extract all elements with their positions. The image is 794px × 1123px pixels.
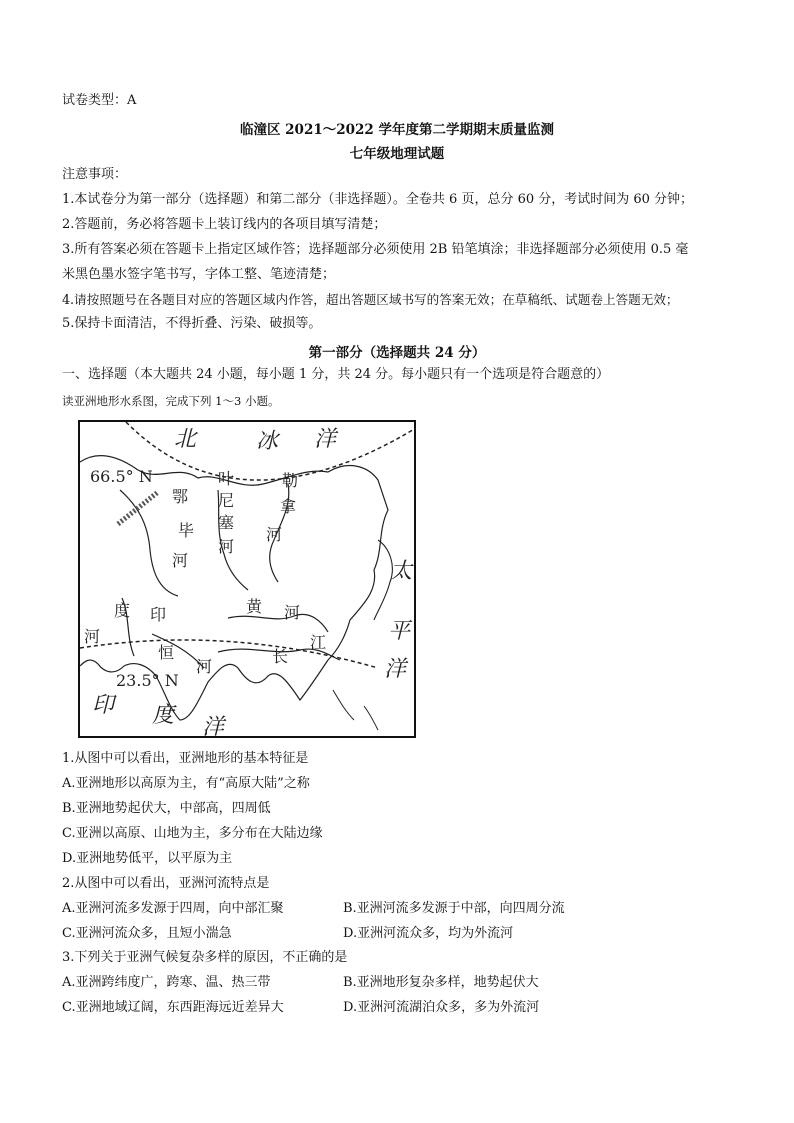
question-option: B.亚洲地形复杂多样，地势起伏大	[343, 975, 539, 990]
map-label-yangtze-river: 长	[272, 647, 289, 666]
question-stem: 2.从图中可以看出，亚洲河流特点是	[62, 876, 270, 891]
map-label-yellow-river: 河	[284, 603, 301, 622]
map-label-indus-river: 河	[84, 627, 101, 646]
question-option: D.亚洲河流湖泊众多，多为外流河	[343, 1000, 540, 1015]
map-label-latitude-23: 23.5° N	[116, 671, 179, 690]
map-label-latitude-66: 66.5° N	[90, 467, 153, 486]
map-prompt: 读亚洲地形水系图，完成下列 1～3 小题。	[62, 394, 280, 408]
exam-subtitle: 七年级地理试题	[349, 146, 445, 162]
map-label-ob-river: 鄂	[172, 487, 189, 506]
map-label-yenisei-river: 尼	[218, 491, 235, 510]
question-option: C.亚洲河流众多，且短小湍急	[62, 926, 232, 941]
notes-heading: 注意事项：	[62, 167, 128, 182]
map-label-lena-river: 河	[266, 525, 283, 544]
map-label-indian-ocean: 洋	[202, 715, 225, 738]
map-label-yangtze-river: 江	[310, 633, 327, 652]
map-label-arctic-ocean: 冰	[256, 429, 279, 454]
part1-instructions: 一、选择题（本大题共 24 小题，每小题 1 分，共 24 分。每小题只有一个选项是符合题意的）	[62, 367, 610, 382]
map-label-pacific-ocean: 洋	[384, 657, 407, 682]
exam-title: 临潼区 2021～2022 学年度第二学期期末质量监测	[239, 122, 555, 138]
part1-title: 第一部分（选择题共 24 分）	[308, 345, 486, 361]
map-label-indian-ocean: 印	[92, 693, 115, 718]
map-label-yellow-river: 黄	[246, 597, 263, 616]
question-option: B.亚洲地势起伏大，中部高，四周低	[62, 801, 271, 816]
map-label-yenisei-river: 叶	[218, 469, 235, 488]
note-item: 1.本试卷分为第一部分（选择题）和第二部分（非选择题）。全卷共 6 页，总分 60 分，考试时间为 60 分钟；	[62, 192, 694, 207]
map-label-arctic-ocean: 北	[174, 427, 197, 452]
map-label-arctic-ocean: 洋	[314, 427, 337, 452]
map-label-ganges-river: 河	[196, 657, 213, 676]
note-item: 5.保持卡面清洁，不得折叠、污染、破损等。	[62, 316, 322, 331]
map-label-yenisei-river: 河	[218, 537, 235, 556]
question-option: C.亚洲以高原、山地为主，多分布在大陆边缘	[62, 826, 323, 841]
question-option: B.亚洲河流多发源于中部，向四周分流	[343, 901, 565, 916]
question-option: D.亚洲地势低平，以平原为主	[62, 851, 233, 866]
map-label-lena-river: 拿	[280, 497, 297, 516]
map-label-pacific-ocean: 太	[390, 559, 413, 584]
map-label-indus-river: 印	[150, 605, 167, 624]
question-option: D.亚洲河流众多，均为外流河	[343, 926, 514, 941]
map-label-yenisei-river: 塞	[218, 513, 235, 532]
note-item: 2.答题前，务必将答题卡上装订线内的各项目填写清楚；	[62, 217, 387, 232]
note-item: 4.请按照题号在各题目对应的答题区域内作答，超出答题区域书写的答案无效；在草稿纸、试题卷上答题无效；	[62, 292, 679, 307]
map-label-indus-river: 度	[114, 601, 131, 620]
question-option: A.亚洲地形以高原为主，有“高原大陆”之称	[62, 776, 310, 791]
note-item: 3.所有答案必须在答题卡上指定区域作答；选择题部分必须使用 2B 铅笔填涂；非选择题部分必须使用 0.5 毫	[62, 242, 689, 257]
map-label-ob-river: 毕	[178, 521, 195, 540]
question-option: A.亚洲跨纬度广，跨寒、温、热三带	[62, 975, 271, 990]
question-option: C.亚洲地域辽阔，东西距海远近差异大	[62, 1000, 284, 1015]
question-stem: 1.从图中可以看出，亚洲地形的基本特征是	[62, 751, 309, 766]
paper-type: 试卷类型：A	[62, 93, 137, 108]
question-option: A.亚洲河流多发源于四周，向中部汇聚	[62, 901, 284, 916]
map-label-lena-river: 勒	[282, 471, 299, 490]
map-label-pacific-ocean: 平	[388, 619, 411, 644]
note-item: 米黑色墨水签字笔书写，字体工整、笔迹清楚；	[62, 267, 336, 282]
question-stem: 3.下列关于亚洲气候复杂多样的原因，不正确的是	[62, 950, 348, 965]
map-label-ganges-river: 恒	[158, 643, 175, 662]
map-label-indian-ocean: 度	[152, 703, 175, 728]
map-label-ob-river: 河	[172, 551, 189, 570]
asia-terrain-river-map	[78, 420, 416, 738]
